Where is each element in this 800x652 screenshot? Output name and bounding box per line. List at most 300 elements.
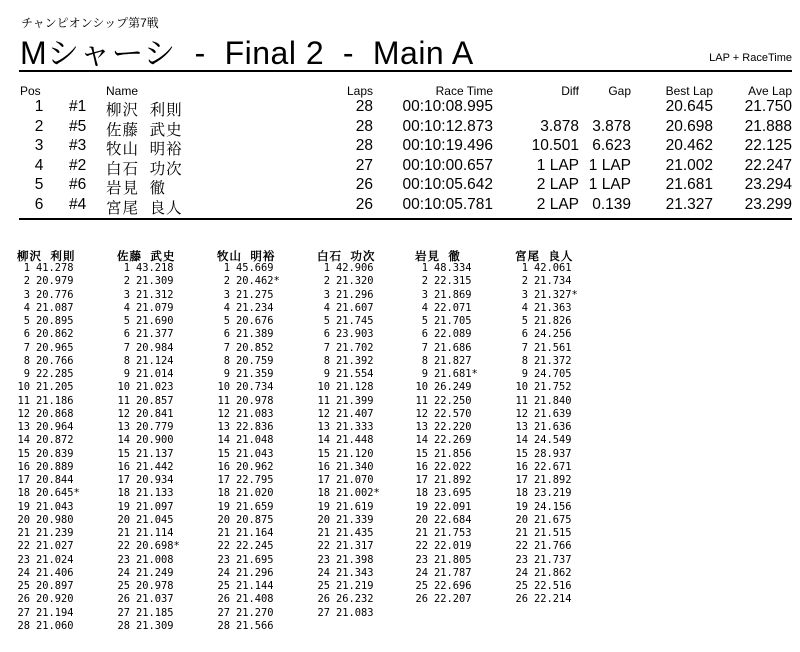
- lap-number: 23: [17, 553, 30, 566]
- lap-number: 21: [415, 527, 428, 539]
- result-laps: 27: [355, 156, 373, 174]
- lap-number: 7: [421, 341, 428, 354]
- lap-time-value: 23.695: [434, 487, 472, 500]
- lap-time-row: [17, 355, 117, 368]
- lap-time-value: 21.164: [236, 527, 274, 539]
- lap-time-row: [17, 395, 117, 408]
- lap-time-row: [217, 448, 317, 461]
- lap-time-row: [17, 368, 117, 381]
- lap-number: 6: [323, 328, 330, 341]
- lap-time-row: [217, 434, 317, 447]
- result-pos: 4: [34, 156, 44, 174]
- lap-time-row: [217, 527, 317, 540]
- lap-number: 14: [17, 434, 30, 447]
- lap-time-row: [217, 342, 317, 355]
- lap-time-row: [17, 580, 117, 593]
- lap-time-row: [117, 368, 217, 381]
- lap-number: 22: [117, 540, 130, 553]
- lap-time-row: [117, 487, 217, 500]
- lap-time-row: [415, 580, 515, 593]
- lap-time-value: 45.669: [236, 262, 274, 274]
- lap-number: 19: [117, 500, 130, 513]
- lap-time-row: [117, 421, 217, 434]
- lap-time-row: [415, 342, 515, 355]
- lap-time-value: 21.787: [434, 566, 472, 579]
- lap-time-value: 20.857: [136, 394, 174, 407]
- lap-number: 20: [217, 513, 230, 526]
- lap-number: 6: [521, 328, 528, 341]
- lap-time-row: [217, 554, 317, 567]
- lap-time-value: 22.795: [236, 474, 274, 486]
- lap-number: 20: [317, 513, 330, 526]
- lap-times-driver-name: 牧山 明裕: [217, 251, 276, 263]
- result-race-time: 00:10:05.642: [402, 176, 493, 193]
- lap-time-row: [217, 593, 317, 606]
- lap-time-value: 48.334: [434, 262, 472, 274]
- lap-times-column: [317, 248, 417, 620]
- lap-number: 16: [217, 460, 230, 473]
- result-driver-name: 白石 功次: [106, 160, 183, 178]
- lap-time-row: [17, 487, 117, 500]
- result-race-time: 00:10:05.781: [402, 195, 493, 213]
- lap-time-value: 22.269: [434, 434, 472, 447]
- lap-time-row: [117, 501, 217, 514]
- lap-number: 15: [117, 447, 130, 460]
- result-diff: 3.878: [540, 117, 579, 135]
- page-title: Mシャーシ - Final 2 - Main A: [20, 35, 474, 71]
- lap-time-value: 21.856: [434, 447, 472, 460]
- header-name: Name: [106, 84, 139, 98]
- lap-number: 23: [415, 553, 428, 566]
- lap-time-row: [515, 275, 615, 288]
- lap-time-value: 20.934: [136, 474, 174, 486]
- lap-time-row: [217, 540, 317, 553]
- result-car-number: #4: [69, 195, 87, 213]
- lap-time-value: 21.239: [36, 527, 74, 539]
- lap-number: 11: [217, 394, 230, 407]
- lap-number: 20: [515, 513, 528, 526]
- lap-time-row: [17, 607, 117, 620]
- lap-number: 11: [415, 394, 428, 407]
- lap-time-value: 22.207: [434, 593, 472, 606]
- lap-time-value: 21.389: [236, 328, 274, 341]
- lap-time-value: 20.965: [36, 341, 74, 354]
- lap-time-row: [117, 262, 217, 275]
- lap-times-column: [217, 248, 317, 633]
- lap-number: 21: [117, 527, 130, 539]
- lap-number: 4: [23, 301, 30, 314]
- lap-number: 24: [415, 566, 428, 579]
- lap-time-row: [317, 381, 417, 394]
- lap-time-row: [317, 302, 417, 315]
- lap-time-value: 21.234: [236, 301, 274, 314]
- lap-time-row: [117, 554, 217, 567]
- lap-time-row: [515, 580, 615, 593]
- lap-time-value: 20.645*: [36, 487, 80, 500]
- lap-number: 5: [421, 315, 428, 327]
- lap-time-row: [117, 514, 217, 527]
- lap-time-value: 21.249: [136, 566, 174, 579]
- lap-number: 17: [415, 474, 428, 486]
- result-gap: 1 LAP: [588, 176, 631, 193]
- lap-time-value: 21.097: [136, 500, 174, 513]
- lap-time-row: [17, 289, 117, 302]
- lap-number: 12: [217, 407, 230, 420]
- lap-time-row: [217, 368, 317, 381]
- lap-time-row: [217, 315, 317, 328]
- lap-time-row: [415, 395, 515, 408]
- lap-time-row: [117, 448, 217, 461]
- lap-number: 19: [515, 500, 528, 513]
- lap-time-value: 22.220: [434, 421, 472, 433]
- lap-time-row: [17, 328, 117, 341]
- lap-time-value: 22.696: [434, 580, 472, 592]
- lap-number: 1: [223, 262, 230, 274]
- result-best-lap: 20.698: [665, 117, 713, 135]
- lap-time-row: [117, 328, 217, 341]
- lap-number: 2: [323, 275, 330, 288]
- lap-number: 3: [23, 288, 30, 301]
- lap-number: 13: [317, 421, 330, 433]
- lap-number: 11: [317, 394, 330, 407]
- lap-number: 16: [515, 460, 528, 473]
- lap-number: 13: [17, 421, 30, 433]
- lap-time-value: 21.079: [136, 301, 174, 314]
- result-driver-name: 牧山 明裕: [106, 141, 183, 158]
- lap-time-value: 20.889: [36, 460, 74, 473]
- result-car-number: #1: [69, 98, 87, 115]
- lap-time-value: 21.406: [36, 566, 74, 579]
- lap-time-value: 21.023: [136, 381, 174, 394]
- lap-time-row: [217, 620, 317, 633]
- lap-number: 7: [223, 341, 230, 354]
- lap-number: 26: [515, 593, 528, 606]
- lap-time-value: 21.398: [336, 553, 374, 566]
- lap-number: 25: [117, 580, 130, 592]
- lap-times-list: [17, 262, 117, 633]
- lap-time-row: [415, 434, 515, 447]
- lap-number: 25: [515, 580, 528, 592]
- lap-number: 13: [217, 421, 230, 433]
- lap-time-value: 22.315: [434, 275, 472, 288]
- lap-time-row: [317, 262, 417, 275]
- lap-time-row: [415, 461, 515, 474]
- lap-time-value: 21.275: [236, 288, 274, 301]
- result-best-lap: 20.462: [665, 137, 713, 154]
- lap-time-value: 21.037: [136, 593, 174, 606]
- result-diff: 2 LAP: [536, 195, 579, 213]
- result-ave-lap: 23.294: [744, 176, 792, 193]
- lap-number: 7: [123, 341, 130, 354]
- lap-time-value: 21.636: [534, 421, 572, 433]
- lap-time-row: [217, 381, 317, 394]
- lap-time-row: [317, 527, 417, 540]
- lap-time-row: [415, 328, 515, 341]
- lap-time-row: [117, 567, 217, 580]
- lap-number: 18: [317, 487, 330, 500]
- event-subtitle: チャンピオンシップ第7戦: [21, 16, 159, 30]
- lap-time-row: [17, 381, 117, 394]
- lap-time-row: [515, 302, 615, 315]
- lap-time-row: [117, 302, 217, 315]
- lap-time-row: [515, 355, 615, 368]
- lap-number: 12: [515, 407, 528, 420]
- lap-number: 18: [415, 487, 428, 500]
- lap-time-value: 26.249: [434, 381, 472, 394]
- lap-time-value: 21.392: [336, 354, 374, 367]
- lap-time-row: [317, 593, 417, 606]
- lap-time-row: [515, 487, 615, 500]
- lap-time-value: 20.964: [36, 421, 74, 433]
- result-pos: 1: [34, 98, 44, 115]
- lap-number: 6: [23, 328, 30, 341]
- result-diff: 10.501: [531, 137, 579, 154]
- lap-time-value: 21.639: [534, 407, 572, 420]
- lap-number: 21: [17, 527, 30, 539]
- lap-number: 7: [23, 341, 30, 354]
- lap-number: 1: [23, 262, 30, 274]
- result-car-number: #6: [69, 176, 87, 193]
- lap-time-value: 21.766: [534, 540, 572, 553]
- lap-number: 18: [117, 487, 130, 500]
- lap-times-list: [415, 262, 515, 607]
- lap-times-column: [415, 248, 515, 607]
- lap-number: 4: [421, 301, 428, 314]
- lap-time-value: 21.128: [336, 381, 374, 394]
- lap-number: 16: [415, 460, 428, 473]
- lap-times-column: [17, 248, 117, 633]
- lap-number: 19: [415, 500, 428, 513]
- lap-time-row: [317, 421, 417, 434]
- lap-time-value: 22.214: [534, 593, 572, 606]
- result-car-number: #5: [69, 117, 87, 135]
- lap-time-row: [415, 593, 515, 606]
- lap-number: 2: [123, 275, 130, 288]
- lap-number: 9: [123, 368, 130, 380]
- lap-time-value: 22.570: [434, 407, 472, 420]
- lap-time-row: [317, 275, 417, 288]
- lap-time-row: [217, 607, 317, 620]
- lap-time-value: 21.372: [534, 354, 572, 367]
- lap-time-row: [117, 289, 217, 302]
- lap-time-value: 21.185: [136, 606, 174, 619]
- lap-number: 12: [117, 407, 130, 420]
- lap-number: 20: [415, 513, 428, 526]
- lap-number: 28: [217, 619, 230, 632]
- lap-time-value: 22.019: [434, 540, 472, 553]
- result-best-lap: 21.681: [665, 176, 713, 193]
- lap-time-value: 21.186: [36, 394, 74, 407]
- lap-time-row: [415, 501, 515, 514]
- lap-number: 1: [521, 262, 528, 274]
- lap-time-value: 21.114: [136, 527, 174, 539]
- lap-time-row: [217, 355, 317, 368]
- lap-time-row: [217, 328, 317, 341]
- lap-time-row: [317, 554, 417, 567]
- lap-number: 10: [117, 381, 130, 394]
- lap-number: 19: [317, 500, 330, 513]
- lap-number: 27: [217, 606, 230, 619]
- lap-number: 10: [415, 381, 428, 394]
- lap-number: 1: [421, 262, 428, 274]
- result-gap: 1 LAP: [588, 156, 631, 174]
- lap-time-value: 21.892: [534, 474, 572, 486]
- lap-time-row: [415, 448, 515, 461]
- lap-time-row: [217, 421, 317, 434]
- lap-number: 1: [123, 262, 130, 274]
- lap-number: 14: [117, 434, 130, 447]
- lap-time-row: [515, 474, 615, 487]
- lap-number: 27: [317, 606, 330, 619]
- lap-times-driver-name: 宮尾 良人: [515, 251, 574, 263]
- lap-number: 17: [117, 474, 130, 486]
- lap-time-value: 21.745: [336, 315, 374, 327]
- lap-time-value: 21.194: [36, 606, 74, 619]
- lap-number: 2: [23, 275, 30, 288]
- result-row: [19, 137, 792, 157]
- lap-number: 16: [317, 460, 330, 473]
- lap-time-value: 21.137: [136, 447, 174, 460]
- lap-time-value: 21.566: [236, 619, 274, 632]
- result-race-time: 00:10:12.873: [402, 117, 493, 135]
- lap-time-row: [17, 448, 117, 461]
- result-laps: 28: [355, 117, 373, 135]
- lap-number: 23: [117, 553, 130, 566]
- lap-time-row: [515, 501, 615, 514]
- lap-number: 28: [17, 619, 30, 632]
- result-car-number: #2: [69, 156, 87, 174]
- result-driver-name: 宮尾 良人: [106, 199, 183, 217]
- lap-time-value: 22.836: [236, 421, 274, 433]
- lap-time-row: [217, 262, 317, 275]
- lap-number: 25: [217, 580, 230, 592]
- lap-number: 17: [317, 474, 330, 486]
- lap-number: 4: [123, 301, 130, 314]
- lap-number: 6: [421, 328, 428, 341]
- lap-time-row: [17, 408, 117, 421]
- lap-number: 26: [17, 593, 30, 606]
- lap-time-row: [17, 302, 117, 315]
- lap-time-value: 43.218: [136, 262, 174, 274]
- lap-time-row: [317, 580, 417, 593]
- lap-time-value: 21.008: [136, 553, 174, 566]
- lap-time-row: [117, 474, 217, 487]
- lap-number: 24: [117, 566, 130, 579]
- lap-time-value: 20.841: [136, 407, 174, 420]
- lap-time-value: 21.359: [236, 368, 274, 380]
- lap-time-value: 21.340: [336, 460, 374, 473]
- result-gap: 3.878: [592, 117, 631, 135]
- lap-time-value: 21.070: [336, 474, 374, 486]
- lap-time-row: [117, 395, 217, 408]
- lap-time-value: 21.296: [336, 288, 374, 301]
- lap-time-row: [515, 514, 615, 527]
- lap-time-value: 20.895: [36, 315, 74, 327]
- lap-times-driver-name: 佐藤 武史: [117, 251, 176, 263]
- header-diff: Diff: [561, 84, 579, 98]
- lap-time-value: 21.312: [136, 288, 174, 301]
- lap-number: 21: [317, 527, 330, 539]
- lap-number: 3: [323, 288, 330, 301]
- lap-time-value: 20.759: [236, 354, 274, 367]
- lap-number: 26: [217, 593, 230, 606]
- lap-number: 9: [323, 368, 330, 380]
- result-row: [19, 118, 792, 138]
- result-car-number: #3: [69, 137, 87, 154]
- lap-number: 16: [17, 460, 30, 473]
- lap-time-value: 21.705: [434, 315, 472, 327]
- lap-time-value: 21.320: [336, 275, 374, 288]
- result-pos: 2: [34, 117, 44, 135]
- lap-number: 5: [123, 315, 130, 327]
- lap-time-row: [217, 567, 317, 580]
- lap-number: 24: [217, 566, 230, 579]
- lap-number: 23: [317, 553, 330, 566]
- header-gap: Gap: [608, 84, 631, 98]
- lap-time-value: 21.734: [534, 275, 572, 288]
- lap-number: 11: [117, 394, 130, 407]
- lap-number: 22: [515, 540, 528, 553]
- lap-time-row: [117, 342, 217, 355]
- lap-number: 13: [515, 421, 528, 433]
- lap-time-value: 20.980: [36, 513, 74, 526]
- lap-number: 15: [317, 447, 330, 460]
- lap-time-row: [117, 355, 217, 368]
- lap-number: 10: [17, 381, 30, 394]
- lap-time-value: 22.285: [36, 368, 74, 380]
- lap-time-value: 22.516: [534, 580, 572, 592]
- lap-time-value: 21.407: [336, 407, 374, 420]
- result-diff: 2 LAP: [536, 176, 579, 193]
- result-diff: 1 LAP: [536, 156, 579, 174]
- lap-number: 16: [117, 460, 130, 473]
- lap-time-value: 21.840: [534, 394, 572, 407]
- lap-time-row: [317, 368, 417, 381]
- lap-time-value: 24.549: [534, 434, 572, 447]
- lap-time-row: [415, 315, 515, 328]
- lap-time-row: [317, 487, 417, 500]
- lap-time-value: 22.684: [434, 513, 472, 526]
- lap-time-value: 22.071: [434, 301, 472, 314]
- lap-time-row: [515, 593, 615, 606]
- result-laps: 26: [355, 195, 373, 213]
- lap-time-row: [17, 262, 117, 275]
- lap-time-row: [317, 434, 417, 447]
- lap-time-row: [515, 262, 615, 275]
- lap-time-value: 22.245: [236, 540, 274, 553]
- lap-time-value: 20.868: [36, 407, 74, 420]
- lap-time-value: 21.561: [534, 341, 572, 354]
- lap-number: 5: [323, 315, 330, 327]
- lap-times-list: [317, 262, 417, 620]
- lap-time-row: [217, 275, 317, 288]
- result-pos: 6: [34, 195, 44, 213]
- lap-number: 15: [17, 447, 30, 460]
- lap-time-value: 21.826: [534, 315, 572, 327]
- lap-time-row: [117, 461, 217, 474]
- lap-time-row: [17, 474, 117, 487]
- lap-time-value: 23.219: [534, 487, 572, 500]
- lap-time-row: [117, 593, 217, 606]
- lap-number: 27: [117, 606, 130, 619]
- lap-time-value: 23.903: [336, 328, 374, 341]
- lap-number: 14: [217, 434, 230, 447]
- lap-time-row: [217, 514, 317, 527]
- lap-number: 12: [415, 407, 428, 420]
- result-laps: 26: [355, 176, 373, 193]
- lap-time-row: [515, 540, 615, 553]
- lap-time-value: 21.448: [336, 434, 374, 447]
